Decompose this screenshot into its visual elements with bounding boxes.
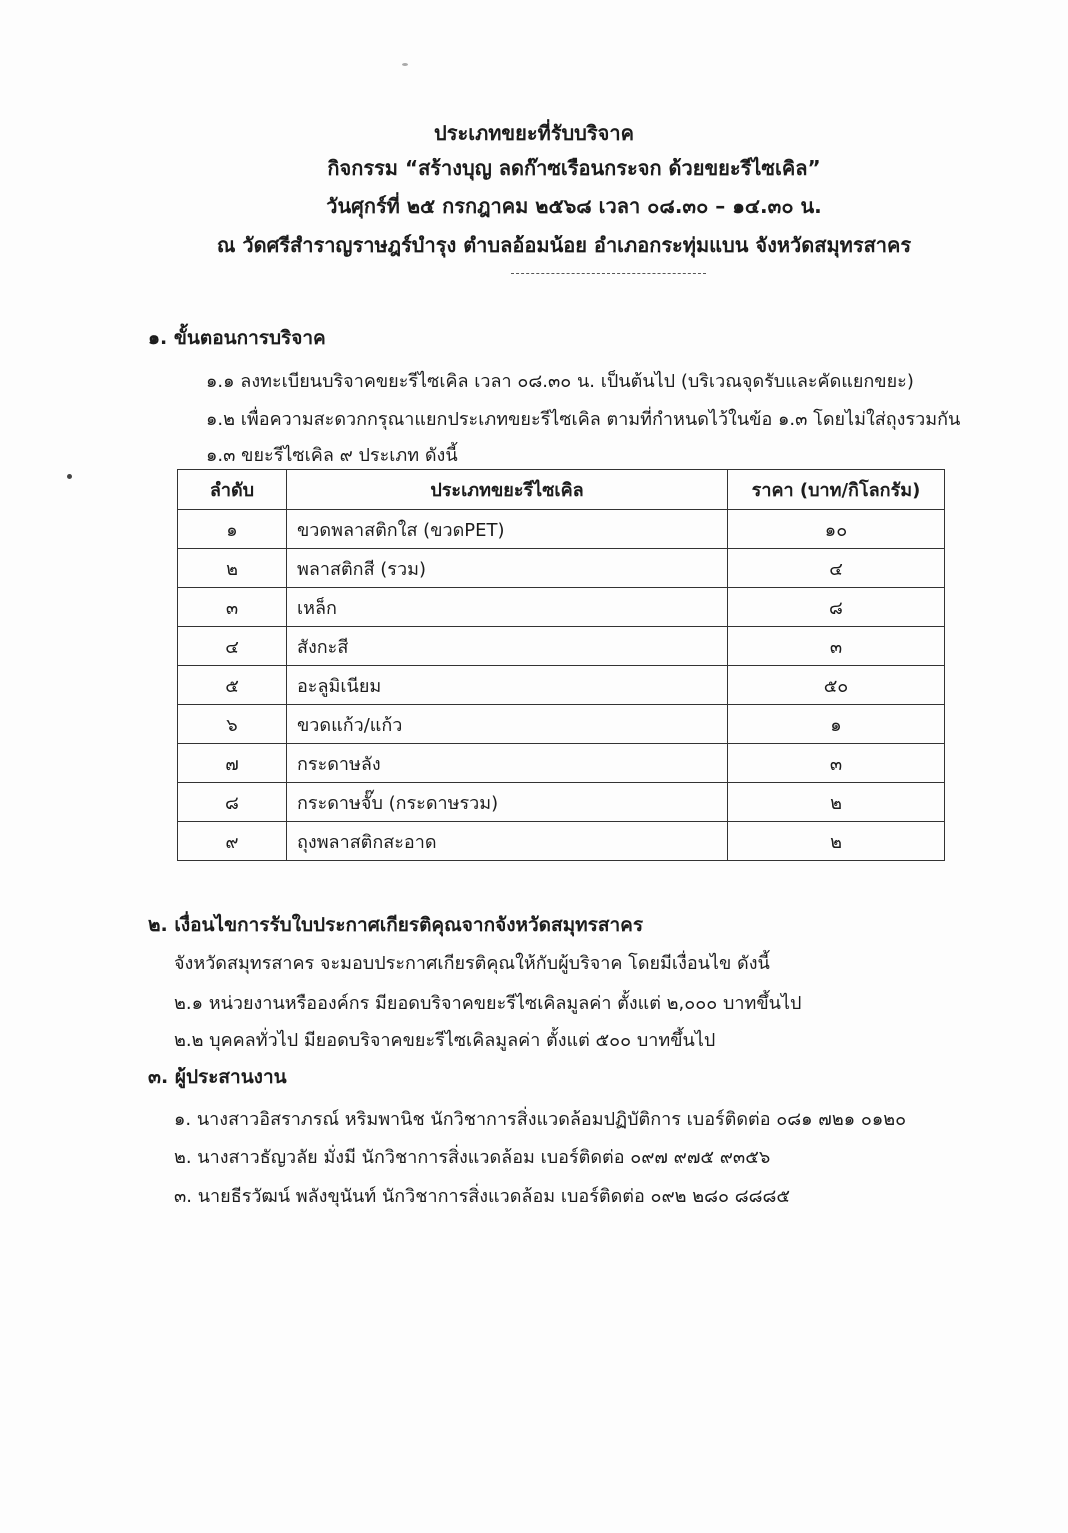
row-price: ๕๐ xyxy=(728,666,945,705)
row-price: ๑๐ xyxy=(728,510,945,549)
row-order: ๘ xyxy=(178,783,287,822)
row-order: ๗ xyxy=(178,744,287,783)
table-row xyxy=(178,705,945,744)
row-type: กระดาษจั๊บ (กระดาษรวม) xyxy=(287,783,728,822)
row-type: สังกะสี xyxy=(287,627,728,666)
section2-intro: จังหวัดสมุทรสาคร จะมอบประกาศเกียรติคุณให้กับผู้บริจาค โดยมีเงื่อนไข ดังนี้ xyxy=(174,953,770,974)
row-order: ๑ xyxy=(178,510,287,549)
activity-title: กิจกรรม “สร้างบุญ ลดก๊าซเรือนกระจก ด้วยขยะรีไซเคิล” xyxy=(327,156,821,180)
row-price: ๒ xyxy=(728,783,945,822)
row-order: ๔ xyxy=(178,627,287,666)
row-type: ถุงพลาสติกสะอาด xyxy=(287,822,728,861)
row-price: ๓ xyxy=(728,744,945,783)
row-order: ๓ xyxy=(178,588,287,627)
section1-item: ๑.๒ เพื่อความสะดวกกรุณาแยกประเภทขยะรีไซเคิล ตามที่กำหนดไว้ในข้อ ๑.๓ โดยไม่ใส่ถุงรวมกัน xyxy=(206,409,961,430)
table-row xyxy=(178,627,945,666)
row-price: ๔ xyxy=(728,549,945,588)
row-type: อะลูมิเนียม xyxy=(287,666,728,705)
row-type: พลาสติกสี (รวม) xyxy=(287,549,728,588)
row-order: ๙ xyxy=(178,822,287,861)
header-divider xyxy=(511,273,706,274)
col-header-order: ลำดับ xyxy=(178,470,287,510)
event-datetime: วันศุกร์ที่ ๒๕ กรกฎาคม ๒๕๖๘ เวลา ๐๘.๓๐ – ๑๔.๓๐ น. xyxy=(326,194,822,218)
scan-speck xyxy=(67,474,72,479)
row-type: เหล็ก xyxy=(287,588,728,627)
col-header-type: ประเภทขยะรีไซเคิล xyxy=(287,470,728,510)
col-header-price: ราคา (บาท/กิโลกรัม) xyxy=(728,470,945,510)
row-order: ๕ xyxy=(178,666,287,705)
section2-heading: ๒. เงื่อนไขการรับใบประกาศเกียรติคุณจากจังหวัดสมุทรสาคร xyxy=(148,914,644,936)
section2-item: ๒.๑ หน่วยงานหรือองค์กร มียอดบริจาคขยะรีไซเคิลมูลค่า ตั้งแต่ ๒,๐๐๐ บาทขึ้นไป xyxy=(174,993,802,1014)
table-row xyxy=(178,666,945,705)
row-price: ๑ xyxy=(728,705,945,744)
section3-heading: ๓. ผู้ประสานงาน xyxy=(148,1066,287,1088)
table-header-row xyxy=(178,470,945,510)
table-row xyxy=(178,822,945,861)
row-order: ๒ xyxy=(178,549,287,588)
row-price: ๒ xyxy=(728,822,945,861)
section1-item: ๑.๓ ขยะรีไซเคิล ๙ ประเภท ดังนี้ xyxy=(206,445,458,466)
row-price: ๓ xyxy=(728,627,945,666)
row-type: ขวดแก้ว/แก้ว xyxy=(287,705,728,744)
recycle-price-table xyxy=(177,469,945,861)
table-row xyxy=(178,510,945,549)
table-row xyxy=(178,588,945,627)
row-price: ๘ xyxy=(728,588,945,627)
scan-speck xyxy=(402,63,408,66)
coordinator-item: ๓. นายธีรวัฒน์ พลังขุนันท์ นักวิชาการสิ่งแวดล้อม เบอร์ติดต่อ ๐๙๒ ๒๘๐ ๘๘๘๕ xyxy=(174,1186,791,1207)
section1-heading: ๑. ขั้นตอนการบริจาค xyxy=(148,327,326,349)
coordinator-item: ๒. นางสาวธัญวลัย มั่งมี นักวิชาการสิ่งแวดล้อม เบอร์ติดต่อ ๐๙๗ ๙๗๕ ๙๓๕๖ xyxy=(174,1147,771,1168)
table-row xyxy=(178,783,945,822)
row-type: กระดาษลัง xyxy=(287,744,728,783)
document-title: ประเภทขยะที่รับบริจาค xyxy=(434,121,634,145)
row-type: ขวดพลาสติกใส (ขวดPET) xyxy=(287,510,728,549)
row-order: ๖ xyxy=(178,705,287,744)
section1-item: ๑.๑ ลงทะเบียนบริจาคขยะรีไซเคิล เวลา ๐๘.๓๐ น. เป็นต้นไป (บริเวณจุดรับและคัดแยกขยะ) xyxy=(206,371,914,392)
section2-item: ๒.๒ บุคคลทั่วไป มียอดบริจาคขยะรีไซเคิลมูลค่า ตั้งแต่ ๕๐๐ บาทขึ้นไป xyxy=(174,1030,716,1051)
table-row xyxy=(178,744,945,783)
table-row xyxy=(178,549,945,588)
coordinator-item: ๑. นางสาวอิสราภรณ์ หริมพานิช นักวิชาการสิ่งแวดล้อมปฏิบัติการ เบอร์ติดต่อ ๐๘๑ ๗๒๑ ๐๑๒๐ xyxy=(174,1109,907,1130)
event-location: ณ วัดศรีสำราญราษฎร์บำรุง ตำบลอ้อมน้อย อำเภอกระทุ่มแบน จังหวัดสมุทรสาคร xyxy=(216,233,912,257)
